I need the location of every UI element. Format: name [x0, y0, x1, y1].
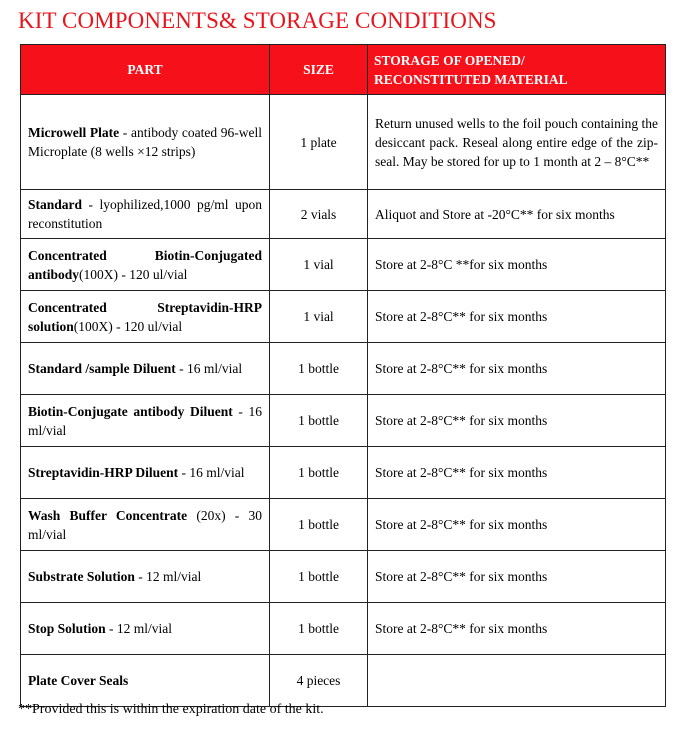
part-name: Streptavidin-HRP Diluent: [28, 465, 179, 480]
table-row: [21, 655, 666, 707]
part-cell: [21, 395, 270, 447]
storage-cell: Store at 2-8°C** for six months: [368, 603, 666, 655]
table-row: [21, 190, 666, 239]
part-name: Substrate Solution: [28, 569, 135, 584]
kit-components-table: [20, 44, 666, 707]
page-title: KIT COMPONENTS& STORAGE CONDITIONS: [18, 8, 497, 33]
part-detail: - 16 ml/vial: [175, 361, 243, 376]
part-detail: - antibody coated 96-well Microplate (8 wells ×12 strips): [28, 125, 262, 159]
header-storage: [368, 45, 666, 95]
part-cell: [21, 551, 270, 603]
part-detail: - lyophilized,1000 pg/ml upon reconstitution: [28, 197, 262, 231]
part-cell: [21, 655, 270, 707]
table-row: [21, 95, 666, 190]
size-cell: 1 bottle: [270, 603, 368, 655]
header-part: PART: [21, 45, 270, 95]
part-cell: [21, 239, 270, 291]
table-row: [21, 447, 666, 499]
header-size: SIZE: [270, 45, 368, 95]
size-cell: 1 bottle: [270, 447, 368, 499]
header-storage-line1: STORAGE OF OPENED/: [374, 52, 525, 68]
part-cell: [21, 447, 270, 499]
storage-cell: Store at 2-8°C** for six months: [368, 343, 666, 395]
part-cell: [21, 603, 270, 655]
footnote: **Provided this is within the expiration date of the kit.: [18, 702, 324, 717]
table-header-row: [21, 45, 666, 95]
part-name: Stop Solution: [28, 621, 106, 636]
size-cell: 2 vials: [270, 190, 368, 239]
storage-cell: Return unused wells to the foil pouch containing the desiccant pack. Reseal along entire edge of the zip-seal. May be stored for up to 1 month at 2 – 8°C**: [368, 95, 666, 190]
part-name: Wash Buffer Concentrate: [28, 507, 188, 523]
storage-cell: Store at 2-8°C** for six months: [368, 447, 666, 499]
size-cell: 4 pieces: [270, 655, 368, 707]
size-cell: 1 bottle: [270, 343, 368, 395]
storage-cell: Store at 2-8°C **for six months: [368, 239, 666, 291]
part-detail: - 16 ml/vial: [178, 465, 245, 480]
part-detail: (100X) - 120 ul/vial: [73, 318, 183, 334]
part-detail: - 16 ml/vial: [28, 403, 262, 438]
size-cell: 1 vial: [270, 291, 368, 343]
part-cell: [21, 95, 270, 190]
storage-cell: Store at 2-8°C** for six months: [368, 499, 666, 551]
table-row: [21, 239, 666, 291]
storage-cell: Store at 2-8°C** for six months: [368, 551, 666, 603]
part-cell: [21, 291, 270, 343]
table-row: [21, 343, 666, 395]
size-cell: 1 bottle: [270, 499, 368, 551]
part-cell: [21, 499, 270, 551]
part-detail: - 12 ml/vial: [134, 569, 202, 584]
table-row: [21, 291, 666, 343]
table-row: [21, 603, 666, 655]
part-detail: (100X) - 120 ul/vial: [79, 266, 188, 282]
part-cell: [21, 190, 270, 239]
storage-cell: Aliquot and Store at -20°C** for six months: [368, 190, 666, 239]
size-cell: 1 vial: [270, 239, 368, 291]
table-row: [21, 499, 666, 551]
part-detail: (20x) - 30 ml/vial: [28, 507, 262, 542]
table-row: [21, 551, 666, 603]
size-cell: 1 bottle: [270, 551, 368, 603]
part-name: Microwell Plate: [28, 125, 120, 140]
part-cell: [21, 343, 270, 395]
part-name: Concentrated Streptavidin-HRP solution: [28, 299, 262, 334]
part-name: Biotin-Conjugate antibody Diluent: [28, 403, 233, 419]
part-name: Standard /sample Diluent: [28, 361, 176, 376]
storage-cell: Store at 2-8°C** for six months: [368, 291, 666, 343]
size-cell: 1 plate: [270, 95, 368, 190]
part-name: Standard: [28, 197, 83, 212]
storage-cell: [368, 655, 666, 707]
header-storage-line2: RECONSTITUTED MATERIAL: [374, 71, 568, 87]
part-name: Concentrated Biotin-Conjugated antibody: [28, 247, 262, 282]
size-cell: 1 bottle: [270, 395, 368, 447]
part-name: Plate Cover Seals: [28, 673, 129, 688]
table-row: [21, 395, 666, 447]
storage-cell: Store at 2-8°C** for six months: [368, 395, 666, 447]
part-detail: - 12 ml/vial: [105, 621, 173, 636]
